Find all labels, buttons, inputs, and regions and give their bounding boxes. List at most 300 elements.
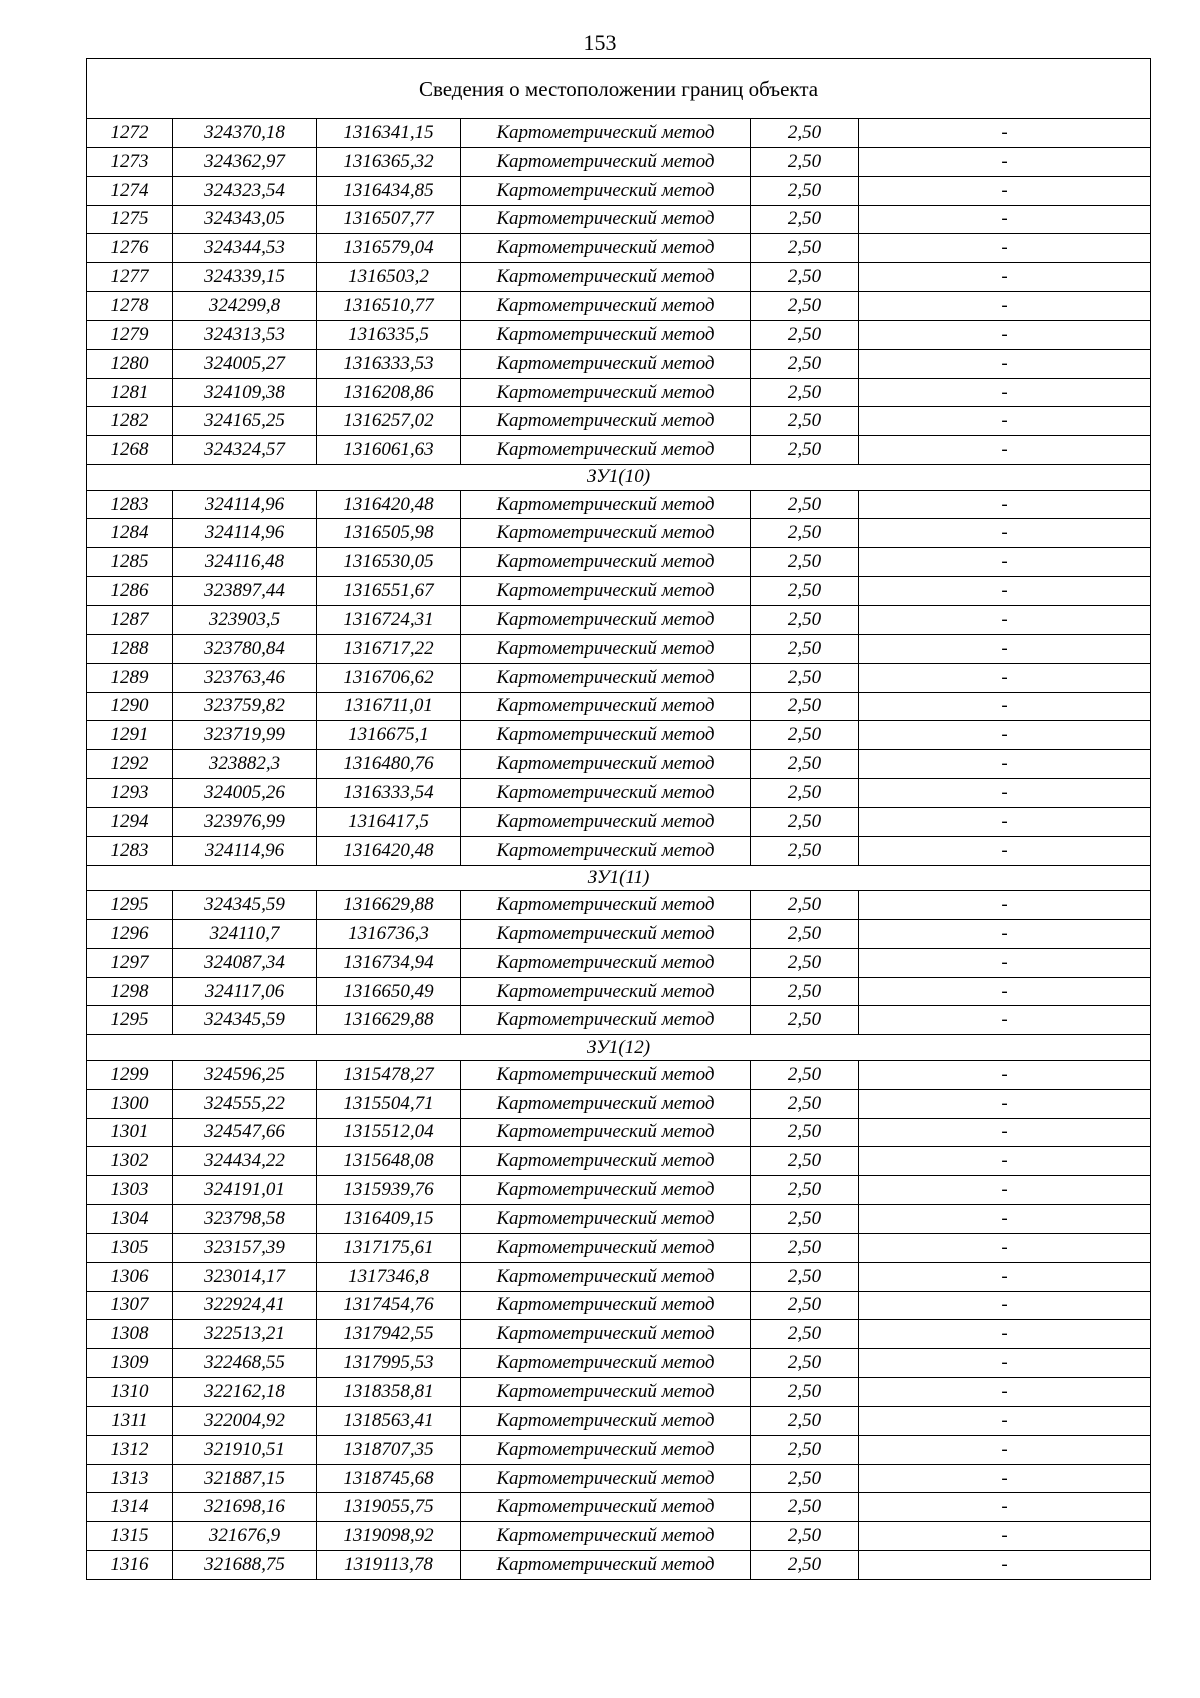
table-title: Сведения о местоположении границ объекта	[87, 59, 1151, 119]
y-coordinate-cell: 1316257,02	[317, 407, 461, 436]
method-cell: Картометрический метод	[461, 692, 751, 721]
description-cell: -	[859, 407, 1151, 436]
accuracy-cell: 2,50	[751, 1493, 859, 1522]
point-number-cell: 1274	[87, 176, 173, 205]
accuracy-cell: 2,50	[751, 1233, 859, 1262]
method-cell: Картометрический метод	[461, 891, 751, 920]
description-cell: -	[859, 205, 1151, 234]
accuracy-cell: 2,50	[751, 1320, 859, 1349]
x-coordinate-cell: 324547,66	[173, 1118, 317, 1147]
boundary-coordinates-table	[86, 58, 1151, 1580]
method-cell: Картометрический метод	[461, 721, 751, 750]
x-coordinate-cell: 321887,15	[173, 1464, 317, 1493]
accuracy-cell: 2,50	[751, 606, 859, 635]
accuracy-cell: 2,50	[751, 436, 859, 465]
point-number-cell: 1283	[87, 836, 173, 865]
x-coordinate-cell: 323798,58	[173, 1205, 317, 1234]
method-cell: Картометрический метод	[461, 836, 751, 865]
point-number-cell: 1295	[87, 1006, 173, 1035]
table-row	[87, 1406, 1151, 1435]
description-cell: -	[859, 948, 1151, 977]
section-header-row	[87, 865, 1151, 891]
table-row	[87, 1176, 1151, 1205]
description-cell: -	[859, 1176, 1151, 1205]
y-coordinate-cell: 1316675,1	[317, 721, 461, 750]
method-cell: Картометрический метод	[461, 1493, 751, 1522]
accuracy-cell: 2,50	[751, 147, 859, 176]
y-coordinate-cell: 1316420,48	[317, 836, 461, 865]
y-coordinate-cell: 1316736,3	[317, 919, 461, 948]
y-coordinate-cell: 1318745,68	[317, 1464, 461, 1493]
point-number-cell: 1313	[87, 1464, 173, 1493]
accuracy-cell: 2,50	[751, 891, 859, 920]
method-cell: Картометрический метод	[461, 1320, 751, 1349]
accuracy-cell: 2,50	[751, 407, 859, 436]
x-coordinate-cell: 322162,18	[173, 1378, 317, 1407]
point-number-cell: 1288	[87, 634, 173, 663]
method-cell: Картометрический метод	[461, 1349, 751, 1378]
table-row	[87, 1522, 1151, 1551]
y-coordinate-cell: 1316717,22	[317, 634, 461, 663]
x-coordinate-cell: 324087,34	[173, 948, 317, 977]
point-number-cell: 1283	[87, 490, 173, 519]
method-cell: Картометрический метод	[461, 1089, 751, 1118]
x-coordinate-cell: 322513,21	[173, 1320, 317, 1349]
x-coordinate-cell: 322004,92	[173, 1406, 317, 1435]
section-label: ЗУ1(10)	[87, 465, 1151, 491]
accuracy-cell: 2,50	[751, 634, 859, 663]
y-coordinate-cell: 1316650,49	[317, 977, 461, 1006]
y-coordinate-cell: 1319055,75	[317, 1493, 461, 1522]
table-row	[87, 1233, 1151, 1262]
table-row	[87, 1060, 1151, 1089]
point-number-cell: 1279	[87, 320, 173, 349]
point-number-cell: 1268	[87, 436, 173, 465]
method-cell: Картометрический метод	[461, 1118, 751, 1147]
y-coordinate-cell: 1316505,98	[317, 519, 461, 548]
point-number-cell: 1301	[87, 1118, 173, 1147]
x-coordinate-cell: 321676,9	[173, 1522, 317, 1551]
y-coordinate-cell: 1316333,54	[317, 779, 461, 808]
x-coordinate-cell: 324324,57	[173, 436, 317, 465]
table-row	[87, 519, 1151, 548]
accuracy-cell: 2,50	[751, 1147, 859, 1176]
point-number-cell: 1292	[87, 750, 173, 779]
x-coordinate-cell: 323014,17	[173, 1262, 317, 1291]
table-row	[87, 577, 1151, 606]
description-cell: -	[859, 663, 1151, 692]
point-number-cell: 1310	[87, 1378, 173, 1407]
description-cell: -	[859, 606, 1151, 635]
point-number-cell: 1300	[87, 1089, 173, 1118]
y-coordinate-cell: 1319098,92	[317, 1522, 461, 1551]
accuracy-cell: 2,50	[751, 548, 859, 577]
description-cell: -	[859, 1406, 1151, 1435]
description-cell: -	[859, 891, 1151, 920]
y-coordinate-cell: 1316061,63	[317, 436, 461, 465]
table-row	[87, 606, 1151, 635]
accuracy-cell: 2,50	[751, 234, 859, 263]
method-cell: Картометрический метод	[461, 779, 751, 808]
y-coordinate-cell: 1316434,85	[317, 176, 461, 205]
y-coordinate-cell: 1316629,88	[317, 891, 461, 920]
point-number-cell: 1298	[87, 977, 173, 1006]
method-cell: Картометрический метод	[461, 147, 751, 176]
y-coordinate-cell: 1315939,76	[317, 1176, 461, 1205]
y-coordinate-cell: 1316409,15	[317, 1205, 461, 1234]
x-coordinate-cell: 324114,96	[173, 836, 317, 865]
method-cell: Картометрический метод	[461, 548, 751, 577]
point-number-cell: 1309	[87, 1349, 173, 1378]
method-cell: Картометрический метод	[461, 948, 751, 977]
method-cell: Картометрический метод	[461, 1147, 751, 1176]
x-coordinate-cell: 324165,25	[173, 407, 317, 436]
x-coordinate-cell: 324555,22	[173, 1089, 317, 1118]
x-coordinate-cell: 323780,84	[173, 634, 317, 663]
point-number-cell: 1295	[87, 891, 173, 920]
accuracy-cell: 2,50	[751, 1089, 859, 1118]
table-row	[87, 779, 1151, 808]
accuracy-cell: 2,50	[751, 1464, 859, 1493]
y-coordinate-cell: 1317942,55	[317, 1320, 461, 1349]
point-number-cell: 1280	[87, 349, 173, 378]
point-number-cell: 1312	[87, 1435, 173, 1464]
accuracy-cell: 2,50	[751, 490, 859, 519]
x-coordinate-cell: 324370,18	[173, 119, 317, 148]
point-number-cell: 1306	[87, 1262, 173, 1291]
y-coordinate-cell: 1318358,81	[317, 1378, 461, 1407]
y-coordinate-cell: 1316724,31	[317, 606, 461, 635]
y-coordinate-cell: 1316480,76	[317, 750, 461, 779]
y-coordinate-cell: 1316510,77	[317, 292, 461, 321]
description-cell: -	[859, 577, 1151, 606]
table-row	[87, 750, 1151, 779]
point-number-cell: 1297	[87, 948, 173, 977]
y-coordinate-cell: 1316333,53	[317, 349, 461, 378]
y-coordinate-cell: 1317175,61	[317, 1233, 461, 1262]
x-coordinate-cell: 324345,59	[173, 1006, 317, 1035]
table-row	[87, 490, 1151, 519]
y-coordinate-cell: 1317346,8	[317, 1262, 461, 1291]
y-coordinate-cell: 1315648,08	[317, 1147, 461, 1176]
table-row	[87, 147, 1151, 176]
accuracy-cell: 2,50	[751, 779, 859, 808]
description-cell: -	[859, 807, 1151, 836]
x-coordinate-cell: 323903,5	[173, 606, 317, 635]
table-row	[87, 977, 1151, 1006]
description-cell: -	[859, 1262, 1151, 1291]
description-cell: -	[859, 490, 1151, 519]
x-coordinate-cell: 322924,41	[173, 1291, 317, 1320]
description-cell: -	[859, 1522, 1151, 1551]
description-cell: -	[859, 436, 1151, 465]
accuracy-cell: 2,50	[751, 1291, 859, 1320]
method-cell: Картометрический метод	[461, 119, 751, 148]
accuracy-cell: 2,50	[751, 519, 859, 548]
method-cell: Картометрический метод	[461, 663, 751, 692]
y-coordinate-cell: 1316706,62	[317, 663, 461, 692]
point-number-cell: 1287	[87, 606, 173, 635]
x-coordinate-cell: 323976,99	[173, 807, 317, 836]
point-number-cell: 1308	[87, 1320, 173, 1349]
method-cell: Картометрический метод	[461, 1378, 751, 1407]
accuracy-cell: 2,50	[751, 1118, 859, 1147]
method-cell: Картометрический метод	[461, 490, 751, 519]
description-cell: -	[859, 519, 1151, 548]
table-row	[87, 205, 1151, 234]
y-coordinate-cell: 1315512,04	[317, 1118, 461, 1147]
method-cell: Картометрический метод	[461, 320, 751, 349]
table-row	[87, 948, 1151, 977]
table-row	[87, 263, 1151, 292]
description-cell: -	[859, 147, 1151, 176]
accuracy-cell: 2,50	[751, 1378, 859, 1407]
table-row	[87, 407, 1151, 436]
table-row	[87, 836, 1151, 865]
method-cell: Картометрический метод	[461, 977, 751, 1006]
table-row	[87, 1291, 1151, 1320]
x-coordinate-cell: 324110,7	[173, 919, 317, 948]
accuracy-cell: 2,50	[751, 948, 859, 977]
description-cell: -	[859, 1006, 1151, 1035]
x-coordinate-cell: 324343,05	[173, 205, 317, 234]
y-coordinate-cell: 1316365,32	[317, 147, 461, 176]
method-cell: Картометрический метод	[461, 1551, 751, 1580]
table-header-row	[87, 59, 1151, 119]
table-row	[87, 1551, 1151, 1580]
y-coordinate-cell: 1316734,94	[317, 948, 461, 977]
table-row	[87, 1118, 1151, 1147]
accuracy-cell: 2,50	[751, 1435, 859, 1464]
description-cell: -	[859, 1435, 1151, 1464]
y-coordinate-cell: 1316420,48	[317, 490, 461, 519]
point-number-cell: 1307	[87, 1291, 173, 1320]
description-cell: -	[859, 1291, 1151, 1320]
y-coordinate-cell: 1316417,5	[317, 807, 461, 836]
description-cell: -	[859, 548, 1151, 577]
x-coordinate-cell: 321698,16	[173, 1493, 317, 1522]
table-row	[87, 692, 1151, 721]
description-cell: -	[859, 349, 1151, 378]
method-cell: Картометрический метод	[461, 807, 751, 836]
point-number-cell: 1293	[87, 779, 173, 808]
method-cell: Картометрический метод	[461, 349, 751, 378]
section-header-row	[87, 465, 1151, 491]
x-coordinate-cell: 324116,48	[173, 548, 317, 577]
x-coordinate-cell: 324313,53	[173, 320, 317, 349]
x-coordinate-cell: 321910,51	[173, 1435, 317, 1464]
description-cell: -	[859, 1551, 1151, 1580]
description-cell: -	[859, 1118, 1151, 1147]
description-cell: -	[859, 119, 1151, 148]
x-coordinate-cell: 324362,97	[173, 147, 317, 176]
method-cell: Картометрический метод	[461, 1205, 751, 1234]
x-coordinate-cell: 324339,15	[173, 263, 317, 292]
method-cell: Картометрический метод	[461, 1522, 751, 1551]
method-cell: Картометрический метод	[461, 577, 751, 606]
table-row	[87, 436, 1151, 465]
y-coordinate-cell: 1319113,78	[317, 1551, 461, 1580]
accuracy-cell: 2,50	[751, 577, 859, 606]
point-number-cell: 1311	[87, 1406, 173, 1435]
page-number: 153	[583, 30, 617, 55]
method-cell: Картометрический метод	[461, 436, 751, 465]
accuracy-cell: 2,50	[751, 750, 859, 779]
accuracy-cell: 2,50	[751, 176, 859, 205]
method-cell: Картометрический метод	[461, 1060, 751, 1089]
point-number-cell: 1275	[87, 205, 173, 234]
accuracy-cell: 2,50	[751, 919, 859, 948]
point-number-cell: 1316	[87, 1551, 173, 1580]
description-cell: -	[859, 1349, 1151, 1378]
accuracy-cell: 2,50	[751, 836, 859, 865]
point-number-cell: 1302	[87, 1147, 173, 1176]
description-cell: -	[859, 1378, 1151, 1407]
point-number-cell: 1296	[87, 919, 173, 948]
x-coordinate-cell: 324109,38	[173, 378, 317, 407]
description-cell: -	[859, 977, 1151, 1006]
x-coordinate-cell: 323759,82	[173, 692, 317, 721]
description-cell: -	[859, 1147, 1151, 1176]
x-coordinate-cell: 324345,59	[173, 891, 317, 920]
y-coordinate-cell: 1316335,5	[317, 320, 461, 349]
y-coordinate-cell: 1315478,27	[317, 1060, 461, 1089]
y-coordinate-cell: 1316629,88	[317, 1006, 461, 1035]
method-cell: Картометрический метод	[461, 919, 751, 948]
method-cell: Картометрический метод	[461, 1176, 751, 1205]
method-cell: Картометрический метод	[461, 634, 751, 663]
point-number-cell: 1273	[87, 147, 173, 176]
point-number-cell: 1281	[87, 378, 173, 407]
method-cell: Картометрический метод	[461, 176, 751, 205]
point-number-cell: 1291	[87, 721, 173, 750]
point-number-cell: 1272	[87, 119, 173, 148]
y-coordinate-cell: 1315504,71	[317, 1089, 461, 1118]
accuracy-cell: 2,50	[751, 721, 859, 750]
x-coordinate-cell: 324114,96	[173, 519, 317, 548]
x-coordinate-cell: 322468,55	[173, 1349, 317, 1378]
method-cell: Картометрический метод	[461, 1435, 751, 1464]
table-row	[87, 1147, 1151, 1176]
accuracy-cell: 2,50	[751, 663, 859, 692]
x-coordinate-cell: 324596,25	[173, 1060, 317, 1089]
y-coordinate-cell: 1316507,77	[317, 205, 461, 234]
table-row	[87, 292, 1151, 321]
x-coordinate-cell: 321688,75	[173, 1551, 317, 1580]
y-coordinate-cell: 1316551,67	[317, 577, 461, 606]
point-number-cell: 1285	[87, 548, 173, 577]
description-cell: -	[859, 1233, 1151, 1262]
accuracy-cell: 2,50	[751, 1406, 859, 1435]
y-coordinate-cell: 1316503,2	[317, 263, 461, 292]
method-cell: Картометрический метод	[461, 1464, 751, 1493]
table-row	[87, 176, 1151, 205]
accuracy-cell: 2,50	[751, 1522, 859, 1551]
y-coordinate-cell: 1318563,41	[317, 1406, 461, 1435]
point-number-cell: 1314	[87, 1493, 173, 1522]
section-label: ЗУ1(12)	[87, 1035, 1151, 1061]
table-row	[87, 891, 1151, 920]
description-cell: -	[859, 1060, 1151, 1089]
x-coordinate-cell: 324005,27	[173, 349, 317, 378]
x-coordinate-cell: 323897,44	[173, 577, 317, 606]
point-number-cell: 1286	[87, 577, 173, 606]
point-number-cell: 1282	[87, 407, 173, 436]
x-coordinate-cell: 323882,3	[173, 750, 317, 779]
description-cell: -	[859, 836, 1151, 865]
x-coordinate-cell: 323157,39	[173, 1233, 317, 1262]
table-row	[87, 919, 1151, 948]
accuracy-cell: 2,50	[751, 977, 859, 1006]
section-label: ЗУ1(11)	[87, 865, 1151, 891]
description-cell: -	[859, 1205, 1151, 1234]
table-row	[87, 1349, 1151, 1378]
table-row	[87, 1493, 1151, 1522]
description-cell: -	[859, 1464, 1151, 1493]
method-cell: Картометрический метод	[461, 1006, 751, 1035]
description-cell: -	[859, 176, 1151, 205]
method-cell: Картометрический метод	[461, 750, 751, 779]
point-number-cell: 1304	[87, 1205, 173, 1234]
method-cell: Картометрический метод	[461, 1233, 751, 1262]
accuracy-cell: 2,50	[751, 692, 859, 721]
x-coordinate-cell: 324434,22	[173, 1147, 317, 1176]
table-row	[87, 807, 1151, 836]
table-row	[87, 663, 1151, 692]
accuracy-cell: 2,50	[751, 320, 859, 349]
method-cell: Картометрический метод	[461, 407, 751, 436]
method-cell: Картометрический метод	[461, 378, 751, 407]
table-row	[87, 721, 1151, 750]
accuracy-cell: 2,50	[751, 349, 859, 378]
y-coordinate-cell: 1316341,15	[317, 119, 461, 148]
table-row	[87, 1320, 1151, 1349]
table-row	[87, 548, 1151, 577]
point-number-cell: 1303	[87, 1176, 173, 1205]
table-row	[87, 119, 1151, 148]
y-coordinate-cell: 1316711,01	[317, 692, 461, 721]
accuracy-cell: 2,50	[751, 1176, 859, 1205]
x-coordinate-cell: 323719,99	[173, 721, 317, 750]
accuracy-cell: 2,50	[751, 1349, 859, 1378]
y-coordinate-cell: 1316530,05	[317, 548, 461, 577]
table-row	[87, 320, 1151, 349]
table-row	[87, 349, 1151, 378]
point-number-cell: 1299	[87, 1060, 173, 1089]
accuracy-cell: 2,50	[751, 1262, 859, 1291]
x-coordinate-cell: 324323,54	[173, 176, 317, 205]
table-row	[87, 1378, 1151, 1407]
method-cell: Картометрический метод	[461, 1406, 751, 1435]
accuracy-cell: 2,50	[751, 1205, 859, 1234]
point-number-cell: 1277	[87, 263, 173, 292]
x-coordinate-cell: 324299,8	[173, 292, 317, 321]
accuracy-cell: 2,50	[751, 378, 859, 407]
accuracy-cell: 2,50	[751, 807, 859, 836]
description-cell: -	[859, 919, 1151, 948]
description-cell: -	[859, 750, 1151, 779]
point-number-cell: 1290	[87, 692, 173, 721]
method-cell: Картометрический метод	[461, 292, 751, 321]
x-coordinate-cell: 324117,06	[173, 977, 317, 1006]
accuracy-cell: 2,50	[751, 1551, 859, 1580]
method-cell: Картометрический метод	[461, 263, 751, 292]
method-cell: Картометрический метод	[461, 234, 751, 263]
x-coordinate-cell: 323763,46	[173, 663, 317, 692]
accuracy-cell: 2,50	[751, 119, 859, 148]
table-row	[87, 234, 1151, 263]
description-cell: -	[859, 263, 1151, 292]
